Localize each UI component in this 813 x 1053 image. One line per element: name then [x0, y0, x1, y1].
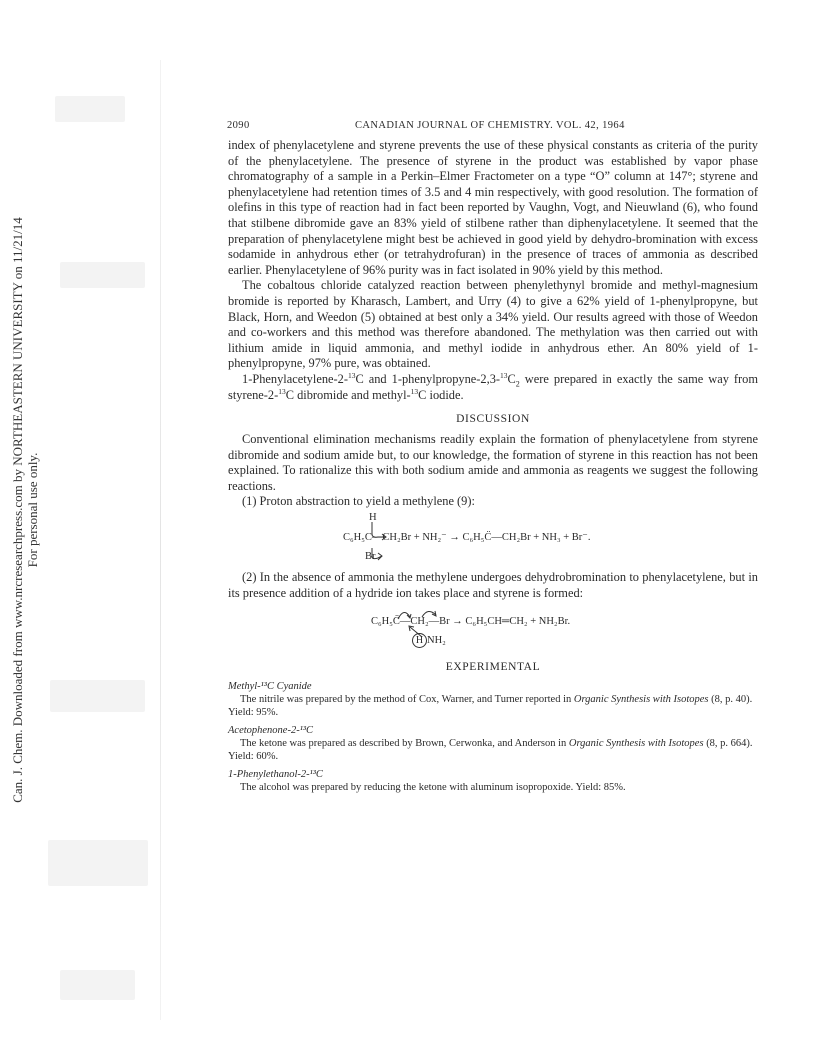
experimental-entry [228, 724, 758, 763]
scan-noise-patch [50, 680, 145, 712]
equation-main: C₆H₅C̈—CH₂—Br → C₆H₅CH═CH₂ + NH₂Br. [371, 616, 571, 628]
page-number: 2090 [227, 120, 250, 131]
paragraph: The cobaltous chloride catalyzed reaction between phenylethynyl bromide and methyl-magnesium bromide is reported by Kharasch, Lambert, and Urry (4) to give a 62% yield of 1-phenylpropyne, but Black, Horn, and Weedon (5) obtained at best only a 34% yield. Our results agreed with those of Weedon and co-workers and this method was therefore abandoned. The methylation was then carried out with lithium amide in liquid ammonia, and methyl iodide in anhydrous ether. An 80% yield of 1-phenylpropyne, 97% pure, was obtained. [228, 278, 758, 371]
experimental-entry [228, 768, 758, 794]
scan-noise-patch [55, 96, 125, 122]
paragraph: 1-Phenylacetylene-2-$^{13}$C and $1-phenylpropyne-2,3-^{13}C_2$ were prepared in exactly the same way from styrene-2-$^{13}$C dibromide and methyl-$^{13}$C iodide. [228, 370, 758, 402]
running-head: CANADIAN JOURNAL OF CHEMISTRY. VOL. 42, 1964 [355, 120, 625, 131]
article-body [228, 138, 758, 799]
watermark-line-2: For personal use only. [25, 452, 40, 568]
hydride-circle: H [412, 633, 427, 648]
scan-noise-patch [60, 262, 145, 288]
section-heading-discussion: DISCUSSION [456, 413, 530, 426]
experimental-entry [228, 680, 758, 719]
equation-bromine: Br [365, 551, 376, 563]
section-heading-experimental: EXPERIMENTAL [445, 661, 541, 674]
paragraph: index of phenylacetylene and styrene prevents the use of these physical constants as criteria of the purity of the phenylacetylene. The presence of styrene in the product was established by vapor phase chromatography of a sample in a Perkin–Elmer Fractometer on a type “O” column at 147°; styrene and phenylacetylene had retention times of 3.5 and 4 min respectively, with good resolution. The formation of olefins in this type of reaction had in fact been reported by Vaughn, Vogt, and Nieuwland (6), who found that stilbene dibromide gave an 83% yield of stilbene rather than diphenylacetylene. It seemed that the preparation of phenylacetylene might best be achieved in good yield by dehydro-bromination with excess sodamide in anhydrous ether (or tetrahydrofuran) in the presence of traces of ammonia as described earlier. Phenylacetylene of 96% purity was in fact isolated in 90% yield by this method. [228, 138, 758, 277]
scan-noise-patch [60, 970, 135, 1000]
equation-hydrogen: H [369, 512, 377, 524]
reaction-equation-1 [228, 510, 758, 570]
entry-text: The nitrile was prepared by the method of Cox, Warner, and Turner reported in Organic Synthesis with Isotopes (8, p. 40). Yield: 95%. [228, 694, 753, 719]
scan-gutter-line [160, 60, 161, 1020]
page-header [227, 120, 757, 136]
entry-title: 1-Phenylethanol-2-¹³C [228, 769, 323, 781]
entry-text: The alcohol was prepared by reducing the ketone with aluminum isopropoxide. Yield: 85%. [240, 782, 626, 794]
entry-title: Acetophenone-2-¹³C [228, 725, 314, 737]
paragraph: Conventional elimination mechanisms readily explain the formation of phenylacetylene from styrene dibromide and sodium amide but, to our knowledge, the formation of styrene in this reaction has not been explained. To rationalize this with both sodium amide and ammonia as reagents we suggest the following reactions. [228, 432, 758, 493]
entry-text: The ketone was prepared as described by Brown, Cerwonka, and Anderson in Organic Synthesis with Isotopes (8, p. 664). Yield: 60%. [228, 738, 753, 763]
equation-amide: H NH₂ [412, 633, 446, 648]
reaction-equation-2 [228, 601, 758, 651]
reaction-step-1: (1) Proton abstraction to yield a methylene (9): [242, 494, 475, 509]
download-watermark [4, 180, 44, 840]
entry-title: Methyl-¹³C Cyanide [228, 681, 312, 693]
watermark-line-1: Can. J. Chem. Downloaded from www.nrcresearchpress.com by NORTHEASTERN UNIVERSITY on 11/21/14 [10, 217, 25, 803]
reaction-step-2: (2) In the absence of ammonia the methylene undergoes dehydrobromination to phenylacetylene, but in its presence addition of a hydride ion takes place and styrene is formed: [228, 570, 758, 600]
scan-noise-patch [48, 840, 148, 886]
equation-main: C₆H₅C—CH₂Br + NH₂⁻ → C₆H₅C̈—CH₂Br + NH₃ + Br⁻. [343, 532, 591, 544]
